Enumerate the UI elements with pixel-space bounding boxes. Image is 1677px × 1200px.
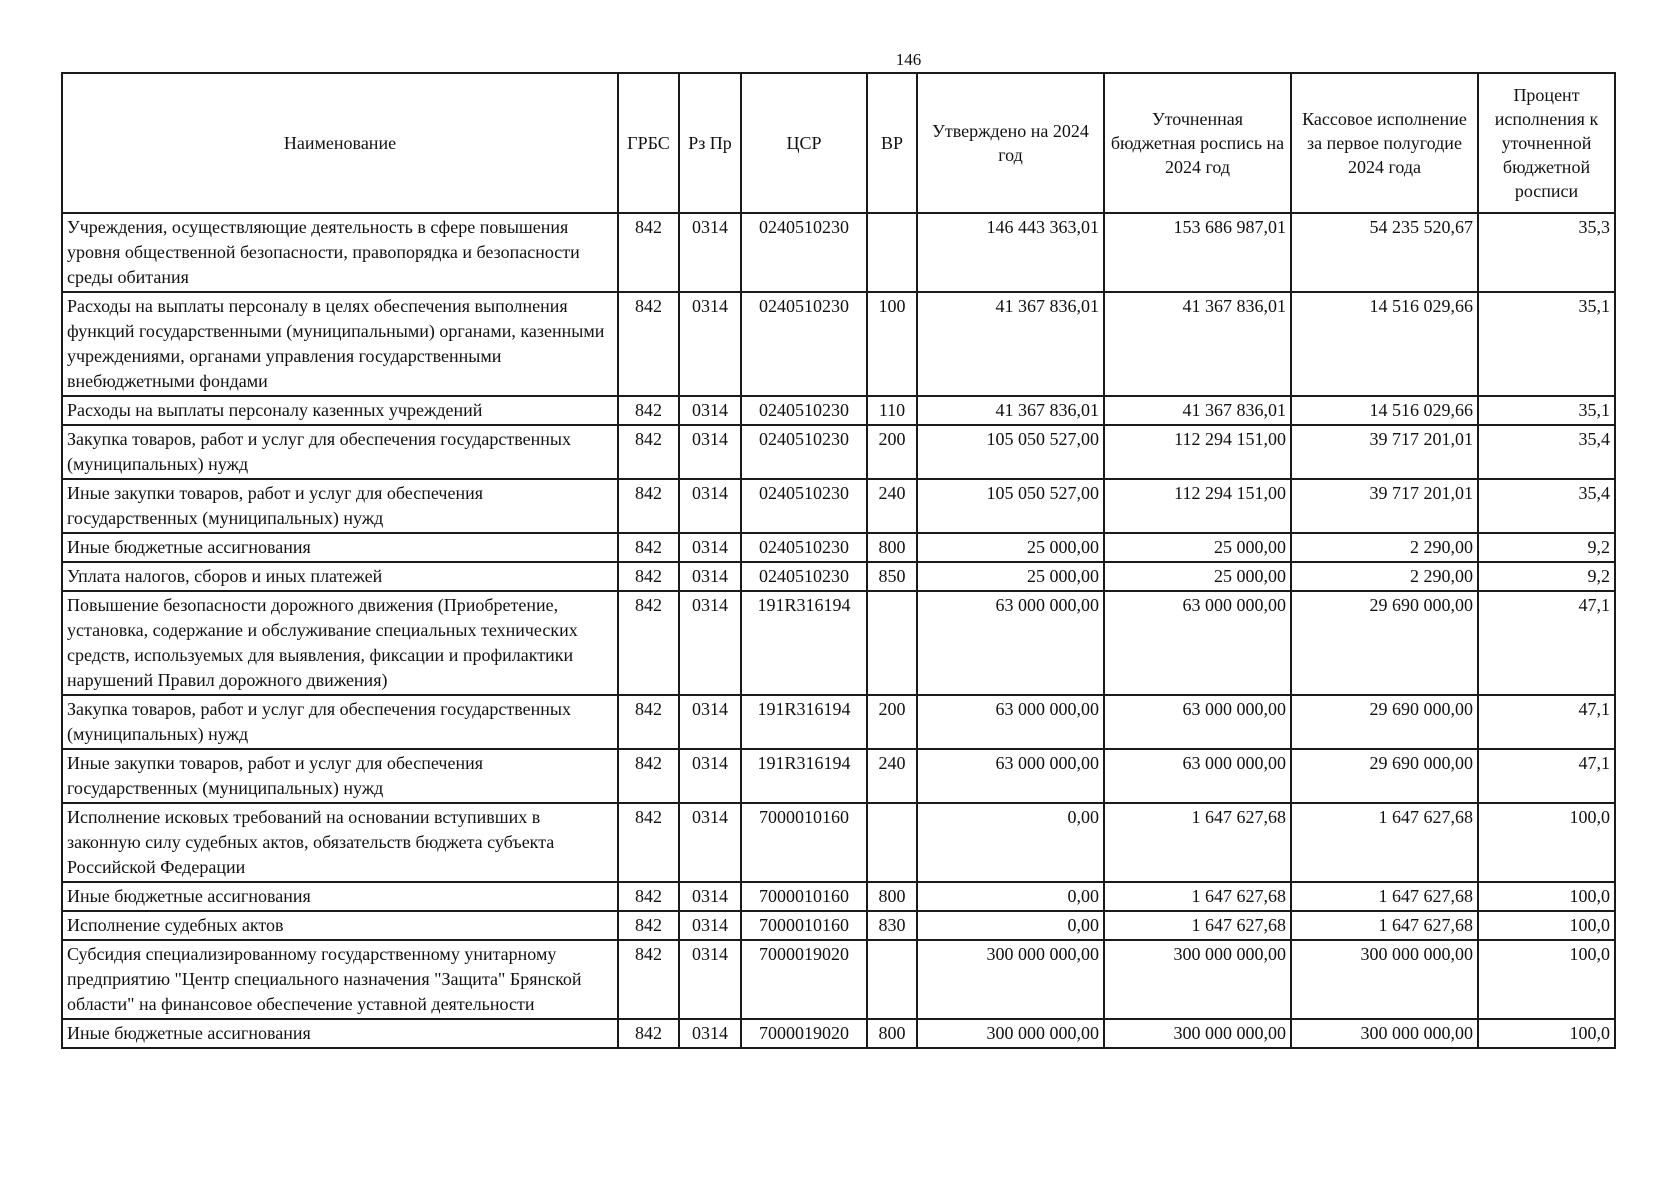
cell-csr: 0240510230 xyxy=(741,425,867,479)
cell-refined: 25 000,00 xyxy=(1104,562,1291,591)
cell-vr: 800 xyxy=(867,533,917,562)
cell-vr xyxy=(867,591,917,695)
cell-vr: 110 xyxy=(867,396,917,425)
header-csr: ЦСР xyxy=(741,73,867,213)
cell-percent: 47,1 xyxy=(1478,695,1615,749)
cell-name: Расходы на выплаты персоналу казенных учреждений xyxy=(62,396,618,425)
cell-name: Иные закупки товаров, работ и услуг для обеспечения государственных (муниципальных) нужд xyxy=(62,749,618,803)
cell-approved: 63 000 000,00 xyxy=(917,695,1104,749)
cell-rzpr: 0314 xyxy=(679,1019,741,1048)
cell-rzpr: 0314 xyxy=(679,940,741,1019)
table-row xyxy=(62,213,1615,292)
table-row xyxy=(62,749,1615,803)
cell-name: Расходы на выплаты персоналу в целях обеспечения выполнения функций государственными (муниципальными) органами, казенными учреждениями, органами управления государственными внебюджетными фондами xyxy=(62,292,618,396)
cell-csr: 191R316194 xyxy=(741,695,867,749)
cell-grbs: 842 xyxy=(618,562,679,591)
header-approved: Утверждено на 2024 год xyxy=(917,73,1104,213)
header-grbs: ГРБС xyxy=(618,73,679,213)
cell-vr xyxy=(867,213,917,292)
cell-grbs: 842 xyxy=(618,292,679,396)
cell-approved: 300 000 000,00 xyxy=(917,940,1104,1019)
page-number: 146 xyxy=(895,50,922,69)
cell-vr: 830 xyxy=(867,911,917,940)
header-rzpr: Рз Пр xyxy=(679,73,741,213)
cell-approved: 105 050 527,00 xyxy=(917,425,1104,479)
cell-cash: 29 690 000,00 xyxy=(1291,749,1478,803)
cell-grbs: 842 xyxy=(618,425,679,479)
cell-name: Закупка товаров, работ и услуг для обеспечения государственных (муниципальных) нужд xyxy=(62,425,618,479)
cell-vr: 240 xyxy=(867,479,917,533)
cell-approved: 63 000 000,00 xyxy=(917,591,1104,695)
cell-vr: 200 xyxy=(867,425,917,479)
cell-percent: 35,1 xyxy=(1478,292,1615,396)
cell-percent: 100,0 xyxy=(1478,1019,1615,1048)
header-name: Наименование xyxy=(62,73,618,213)
cell-percent: 100,0 xyxy=(1478,882,1615,911)
cell-refined: 1 647 627,68 xyxy=(1104,803,1291,882)
cell-vr: 850 xyxy=(867,562,917,591)
cell-csr: 0240510230 xyxy=(741,533,867,562)
cell-cash: 300 000 000,00 xyxy=(1291,1019,1478,1048)
table-row xyxy=(62,591,1615,695)
cell-rzpr: 0314 xyxy=(679,479,741,533)
cell-grbs: 842 xyxy=(618,695,679,749)
cell-grbs: 842 xyxy=(618,533,679,562)
cell-cash: 39 717 201,01 xyxy=(1291,479,1478,533)
cell-csr: 0240510230 xyxy=(741,479,867,533)
table-row xyxy=(62,396,1615,425)
cell-refined: 112 294 151,00 xyxy=(1104,425,1291,479)
cell-grbs: 842 xyxy=(618,803,679,882)
cell-cash: 2 290,00 xyxy=(1291,562,1478,591)
cell-csr: 7000019020 xyxy=(741,1019,867,1048)
cell-approved: 41 367 836,01 xyxy=(917,292,1104,396)
cell-percent: 35,1 xyxy=(1478,396,1615,425)
cell-name: Иные закупки товаров, работ и услуг для обеспечения государственных (муниципальных) нужд xyxy=(62,479,618,533)
cell-rzpr: 0314 xyxy=(679,292,741,396)
cell-grbs: 842 xyxy=(618,911,679,940)
table-header xyxy=(62,73,1615,213)
cell-refined: 63 000 000,00 xyxy=(1104,749,1291,803)
cell-percent: 9,2 xyxy=(1478,533,1615,562)
cell-approved: 63 000 000,00 xyxy=(917,749,1104,803)
cell-name: Уплата налогов, сборов и иных платежей xyxy=(62,562,618,591)
cell-grbs: 842 xyxy=(618,479,679,533)
cell-refined: 300 000 000,00 xyxy=(1104,1019,1291,1048)
cell-refined: 1 647 627,68 xyxy=(1104,882,1291,911)
cell-refined: 25 000,00 xyxy=(1104,533,1291,562)
cell-name: Субсидия специализированному государственному унитарному предприятию "Центр специального назначения "Защита" Брянской области" на финансовое обеспечение уставной деятельности xyxy=(62,940,618,1019)
header-vr: ВР xyxy=(867,73,917,213)
cell-grbs: 842 xyxy=(618,940,679,1019)
table-row xyxy=(62,803,1615,882)
header-row xyxy=(62,73,1615,213)
cell-approved: 25 000,00 xyxy=(917,533,1104,562)
cell-approved: 105 050 527,00 xyxy=(917,479,1104,533)
cell-vr: 240 xyxy=(867,749,917,803)
cell-csr: 7000010160 xyxy=(741,911,867,940)
header-cash: Кассовое исполнение за первое полугодие 2024 года xyxy=(1291,73,1478,213)
cell-cash: 300 000 000,00 xyxy=(1291,940,1478,1019)
cell-cash: 1 647 627,68 xyxy=(1291,803,1478,882)
cell-name: Учреждения, осуществляющие деятельность в сфере повышения уровня общественной безопасности, правопорядка и безопасности среды обитания xyxy=(62,213,618,292)
cell-refined: 41 367 836,01 xyxy=(1104,292,1291,396)
cell-cash: 29 690 000,00 xyxy=(1291,591,1478,695)
table-row xyxy=(62,911,1615,940)
cell-vr: 200 xyxy=(867,695,917,749)
cell-percent: 35,3 xyxy=(1478,213,1615,292)
cell-refined: 112 294 151,00 xyxy=(1104,479,1291,533)
cell-cash: 29 690 000,00 xyxy=(1291,695,1478,749)
cell-cash: 14 516 029,66 xyxy=(1291,396,1478,425)
cell-name: Иные бюджетные ассигнования xyxy=(62,1019,618,1048)
cell-refined: 41 367 836,01 xyxy=(1104,396,1291,425)
cell-cash: 1 647 627,68 xyxy=(1291,882,1478,911)
cell-rzpr: 0314 xyxy=(679,533,741,562)
cell-grbs: 842 xyxy=(618,396,679,425)
cell-approved: 0,00 xyxy=(917,803,1104,882)
cell-cash: 39 717 201,01 xyxy=(1291,425,1478,479)
cell-percent: 35,4 xyxy=(1478,425,1615,479)
cell-rzpr: 0314 xyxy=(679,695,741,749)
cell-cash: 54 235 520,67 xyxy=(1291,213,1478,292)
table-row xyxy=(62,425,1615,479)
cell-cash: 14 516 029,66 xyxy=(1291,292,1478,396)
cell-approved: 146 443 363,01 xyxy=(917,213,1104,292)
cell-approved: 41 367 836,01 xyxy=(917,396,1104,425)
cell-rzpr: 0314 xyxy=(679,882,741,911)
cell-rzpr: 0314 xyxy=(679,425,741,479)
cell-rzpr: 0314 xyxy=(679,911,741,940)
cell-vr: 100 xyxy=(867,292,917,396)
cell-name: Иные бюджетные ассигнования xyxy=(62,882,618,911)
table-row xyxy=(62,533,1615,562)
cell-csr: 0240510230 xyxy=(741,213,867,292)
cell-cash: 1 647 627,68 xyxy=(1291,911,1478,940)
cell-approved: 0,00 xyxy=(917,911,1104,940)
cell-grbs: 842 xyxy=(618,591,679,695)
cell-grbs: 842 xyxy=(618,882,679,911)
cell-csr: 7000010160 xyxy=(741,882,867,911)
cell-csr: 7000010160 xyxy=(741,803,867,882)
cell-csr: 7000019020 xyxy=(741,940,867,1019)
cell-rzpr: 0314 xyxy=(679,396,741,425)
table-row xyxy=(62,882,1615,911)
cell-percent: 47,1 xyxy=(1478,749,1615,803)
cell-rzpr: 0314 xyxy=(679,803,741,882)
cell-refined: 63 000 000,00 xyxy=(1104,591,1291,695)
cell-percent: 100,0 xyxy=(1478,940,1615,1019)
table-row xyxy=(62,1019,1615,1048)
cell-approved: 0,00 xyxy=(917,882,1104,911)
cell-name: Повышение безопасности дорожного движения (Приобретение, установка, содержание и обслуживание специальных технических средств, используемых для выявления, фиксации и профилактики нарушений Правил дорожного движения) xyxy=(62,591,618,695)
cell-percent: 100,0 xyxy=(1478,911,1615,940)
cell-approved: 300 000 000,00 xyxy=(917,1019,1104,1048)
cell-name: Исполнение судебных актов xyxy=(62,911,618,940)
budget-table xyxy=(61,72,1616,1049)
cell-grbs: 842 xyxy=(618,749,679,803)
cell-vr: 800 xyxy=(867,1019,917,1048)
header-percent: Процент исполнения к уточненной бюджетной росписи xyxy=(1478,73,1615,213)
cell-vr xyxy=(867,940,917,1019)
cell-csr: 0240510230 xyxy=(741,292,867,396)
cell-percent: 100,0 xyxy=(1478,803,1615,882)
table-body xyxy=(62,213,1615,1048)
cell-vr xyxy=(867,803,917,882)
cell-rzpr: 0314 xyxy=(679,213,741,292)
table-row xyxy=(62,562,1615,591)
cell-csr: 0240510230 xyxy=(741,396,867,425)
header-refined: Уточненная бюджетная роспись на 2024 год xyxy=(1104,73,1291,213)
cell-refined: 1 647 627,68 xyxy=(1104,911,1291,940)
cell-refined: 300 000 000,00 xyxy=(1104,940,1291,1019)
cell-csr: 191R316194 xyxy=(741,591,867,695)
cell-vr: 800 xyxy=(867,882,917,911)
cell-grbs: 842 xyxy=(618,1019,679,1048)
cell-name: Исполнение исковых требований на основании вступивших в законную силу судебных актов, обязательств бюджета субъекта Российской Федерации xyxy=(62,803,618,882)
cell-percent: 47,1 xyxy=(1478,591,1615,695)
table-row xyxy=(62,695,1615,749)
cell-cash: 2 290,00 xyxy=(1291,533,1478,562)
cell-refined: 153 686 987,01 xyxy=(1104,213,1291,292)
cell-csr: 191R316194 xyxy=(741,749,867,803)
table-row xyxy=(62,292,1615,396)
cell-refined: 63 000 000,00 xyxy=(1104,695,1291,749)
table-row xyxy=(62,940,1615,1019)
cell-rzpr: 0314 xyxy=(679,562,741,591)
cell-percent: 35,4 xyxy=(1478,479,1615,533)
cell-grbs: 842 xyxy=(618,213,679,292)
cell-approved: 25 000,00 xyxy=(917,562,1104,591)
table-row xyxy=(62,479,1615,533)
cell-rzpr: 0314 xyxy=(679,591,741,695)
cell-name: Иные бюджетные ассигнования xyxy=(62,533,618,562)
cell-name: Закупка товаров, работ и услуг для обеспечения государственных (муниципальных) нужд xyxy=(62,695,618,749)
cell-rzpr: 0314 xyxy=(679,749,741,803)
cell-percent: 9,2 xyxy=(1478,562,1615,591)
cell-csr: 0240510230 xyxy=(741,562,867,591)
